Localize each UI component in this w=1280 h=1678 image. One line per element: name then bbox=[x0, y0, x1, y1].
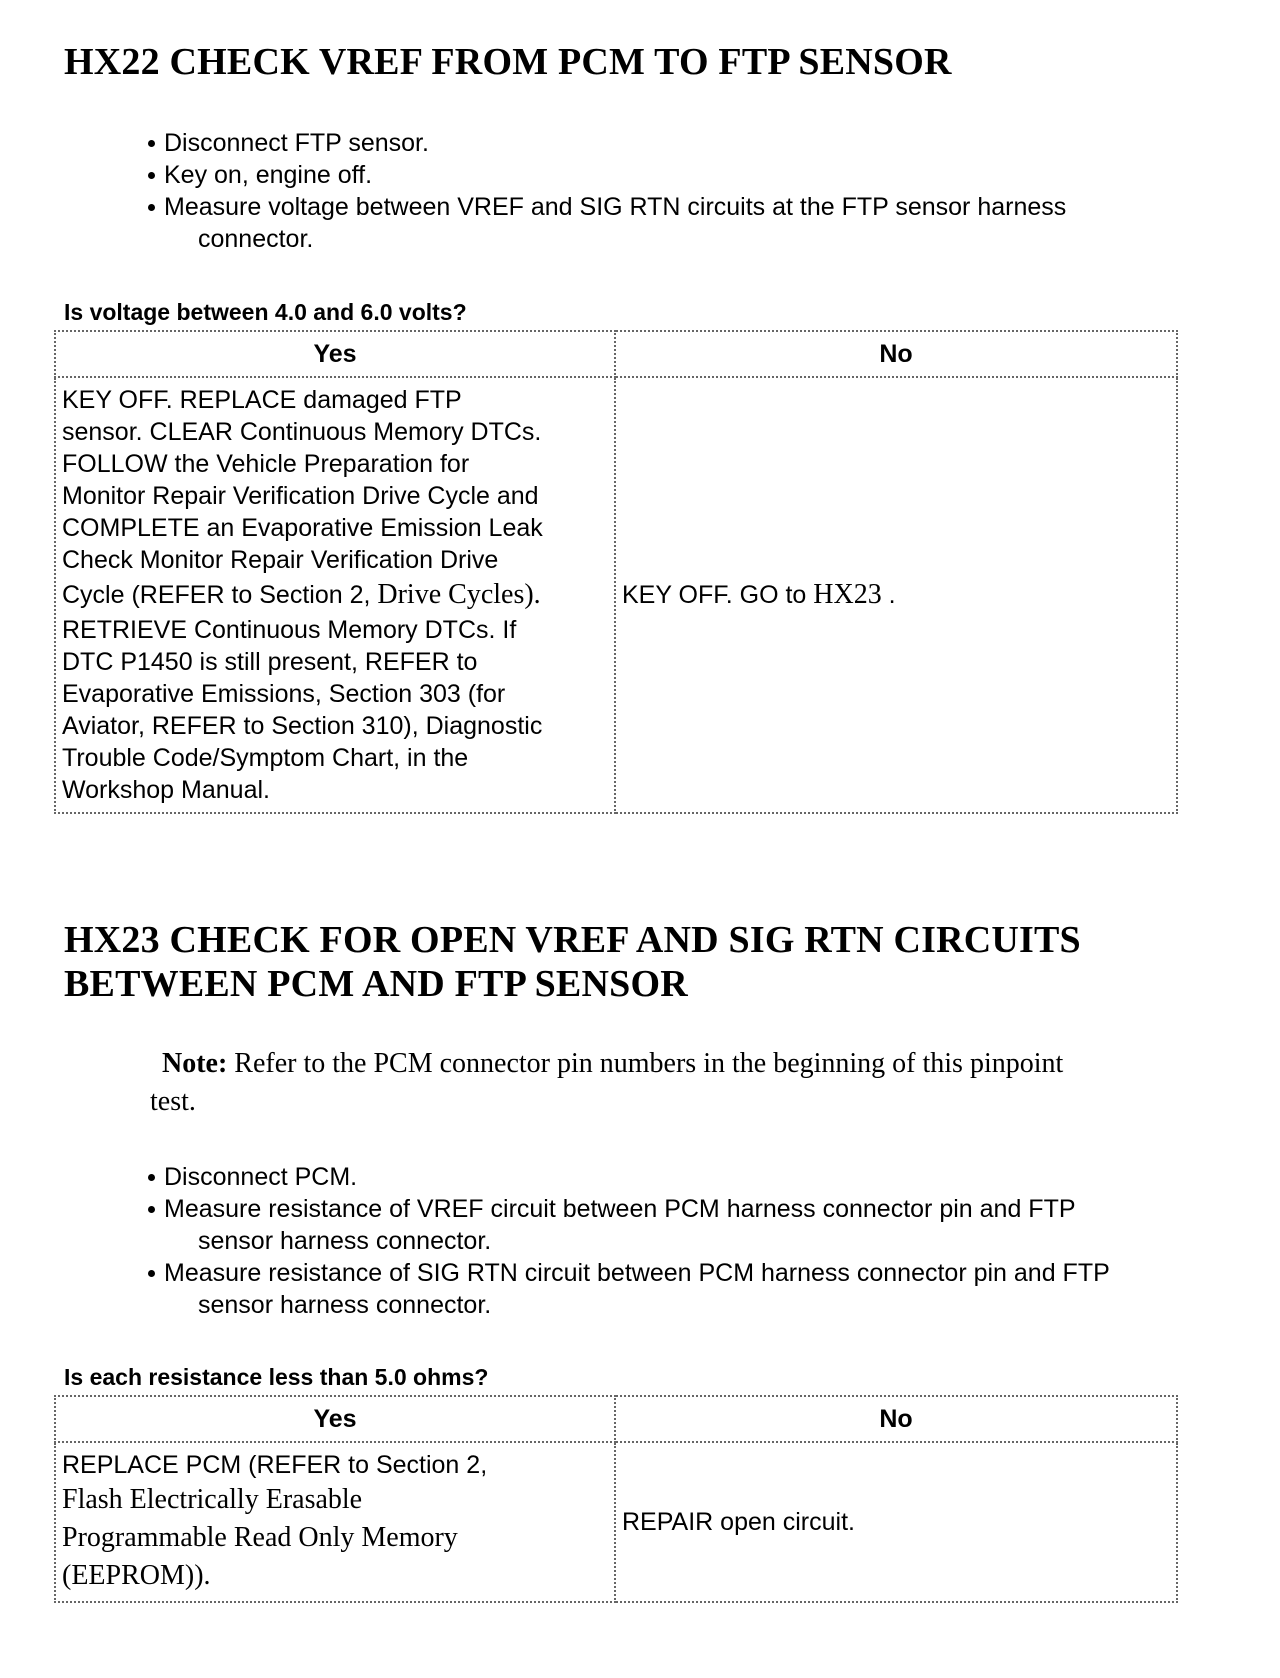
decision-table-hx23 bbox=[54, 1395, 1178, 1603]
column-header-yes: Yes bbox=[55, 331, 615, 377]
list-item: Measure voltage between VREF and SIG RTN circuits at the FTP sensor harness connector. bbox=[146, 191, 1066, 255]
column-header-no: No bbox=[615, 331, 1177, 377]
list-item: Measure resistance of VREF circuit between PCM harness connector pin and FTP sensor harness connector. bbox=[146, 1193, 1110, 1257]
bullet-icon bbox=[148, 1270, 155, 1277]
bullet-icon bbox=[148, 1206, 155, 1213]
section-title-hx22: HX22 CHECK VREF FROM PCM TO FTP SENSOR bbox=[64, 41, 952, 83]
table-row bbox=[55, 377, 1177, 813]
bullet-icon bbox=[148, 1174, 155, 1181]
eeprom-link[interactable]: Flash Electrically Erasable Programmable Read Only Memory (EEPROM)). bbox=[62, 1484, 458, 1591]
yes-action-cell: REPLACE PCM (REFER to Section 2, Flash Electrically Erasable Programmable Read Only Memory (EEPROM)). bbox=[55, 1442, 615, 1602]
section-title-hx23: HX23 CHECK FOR OPEN VREF AND SIG RTN CIRCUITS BETWEEN PCM AND FTP SENSOR bbox=[64, 919, 1081, 1005]
step-list-hx22 bbox=[146, 127, 1066, 255]
question-hx23: Is each resistance less than 5.0 ohms? bbox=[64, 1364, 489, 1390]
list-item: Key on, engine off. bbox=[146, 159, 1066, 191]
table-header-row bbox=[55, 331, 1177, 377]
bullet-icon bbox=[148, 172, 155, 179]
yes-action-cell: KEY OFF. REPLACE damaged FTP sensor. CLEAR Continuous Memory DTCs. FOLLOW the Vehicle Preparation for Monitor Repair Verification Drive Cycle and COMPLETE an Evaporative Emission Leak Check Monitor Repair Verification Drive Cycle (REFER to Section 2, Drive Cycles). RETRIEVE Continuous Memory DTCs. If DTC P1450 is still present, REFER to Evaporative Emissions, Section 303 (for Aviator, REFER to Section 310), Diagnostic Trouble Code/Symptom Chart, in the Workshop Manual. bbox=[55, 377, 615, 813]
hx23-link[interactable]: HX23 bbox=[813, 579, 882, 610]
bullet-icon bbox=[148, 140, 155, 147]
list-item: Disconnect PCM. bbox=[146, 1161, 1110, 1193]
drive-cycles-link[interactable]: Drive Cycles). bbox=[377, 579, 541, 610]
note-text: Note: Refer to the PCM connector pin numbers in the beginning of this pinpoint test. bbox=[150, 1048, 1064, 1117]
table-row bbox=[55, 1442, 1177, 1602]
step-list-hx23 bbox=[146, 1161, 1110, 1321]
no-action-cell: REPAIR open circuit. bbox=[615, 1442, 1177, 1602]
no-action-cell: KEY OFF. GO to HX23 . bbox=[615, 377, 1177, 813]
table-header-row bbox=[55, 1396, 1177, 1442]
question-hx22: Is voltage between 4.0 and 6.0 volts? bbox=[64, 299, 467, 325]
decision-table-hx22 bbox=[54, 330, 1178, 814]
note-label: Note: bbox=[162, 1048, 228, 1079]
column-header-no: No bbox=[615, 1396, 1177, 1442]
list-item: Disconnect FTP sensor. bbox=[146, 127, 1066, 159]
column-header-yes: Yes bbox=[55, 1396, 615, 1442]
bullet-icon bbox=[148, 204, 155, 211]
list-item: Measure resistance of SIG RTN circuit between PCM harness connector pin and FTP sensor harness connector. bbox=[146, 1257, 1110, 1321]
